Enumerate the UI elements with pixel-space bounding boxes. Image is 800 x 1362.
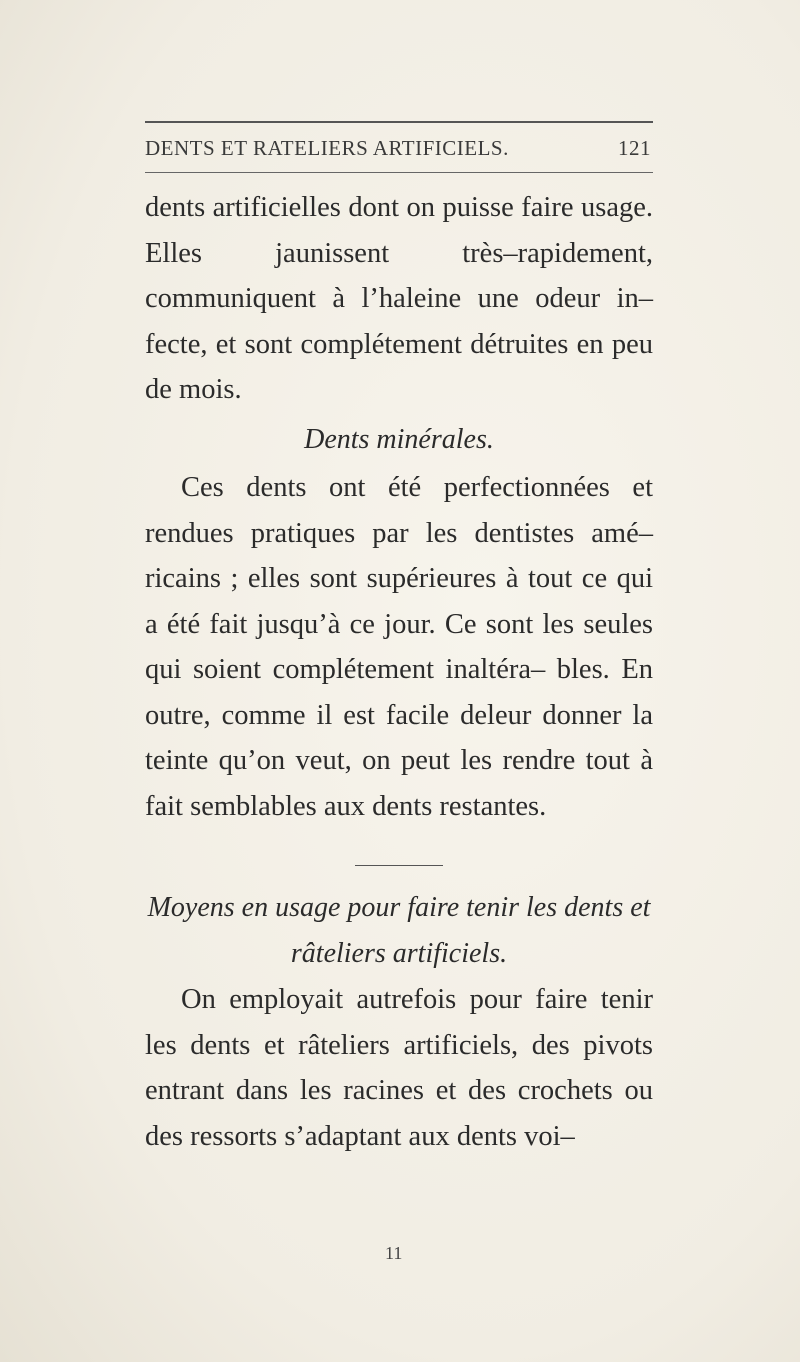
section-heading-dents-minerales: Dents minérales. (304, 424, 494, 455)
header-rule-bottom (145, 172, 653, 173)
page-number: 121 (618, 136, 651, 160)
running-title: DENTS ET RATELIERS ARTIFICIELS. (145, 136, 509, 160)
paragraph-continued: dents artificielles dont on puisse faire usage. Elles jaunissent très–rapidement, communiquent à l’haleine une odeur in– fecte, et sont complétement détruites en peu de mois. (145, 192, 653, 405)
paragraph-dents-minerales: Ces dents ont été perfectionnées et rendues pratiques par les dentistes amé– ricains ; elles sont supérieures à tout ce qui a été fait jusqu’à ce jour. Ce sont les seules qui soient complétement inaltéra– bles. En outre, comme il est facile deleur donner la teinte qu’on veut, on peut les rendre tout à fait semblables aux dents restantes. (145, 472, 653, 822)
paragraph-moyens: On employait autrefois pour faire tenir les dents et râteliers artificiels, des pivots entrant dans les racines et des crochets ou des ressorts s’adaptant aux dents voi– (145, 984, 653, 1152)
header-rule-top (145, 121, 653, 123)
running-header (145, 136, 653, 166)
section-heading-moyens: Moyens en usage pour faire tenir les dents et râteliers artificiels. (147, 892, 651, 969)
section-divider (355, 865, 443, 866)
signature-mark: 11 (385, 1243, 403, 1263)
